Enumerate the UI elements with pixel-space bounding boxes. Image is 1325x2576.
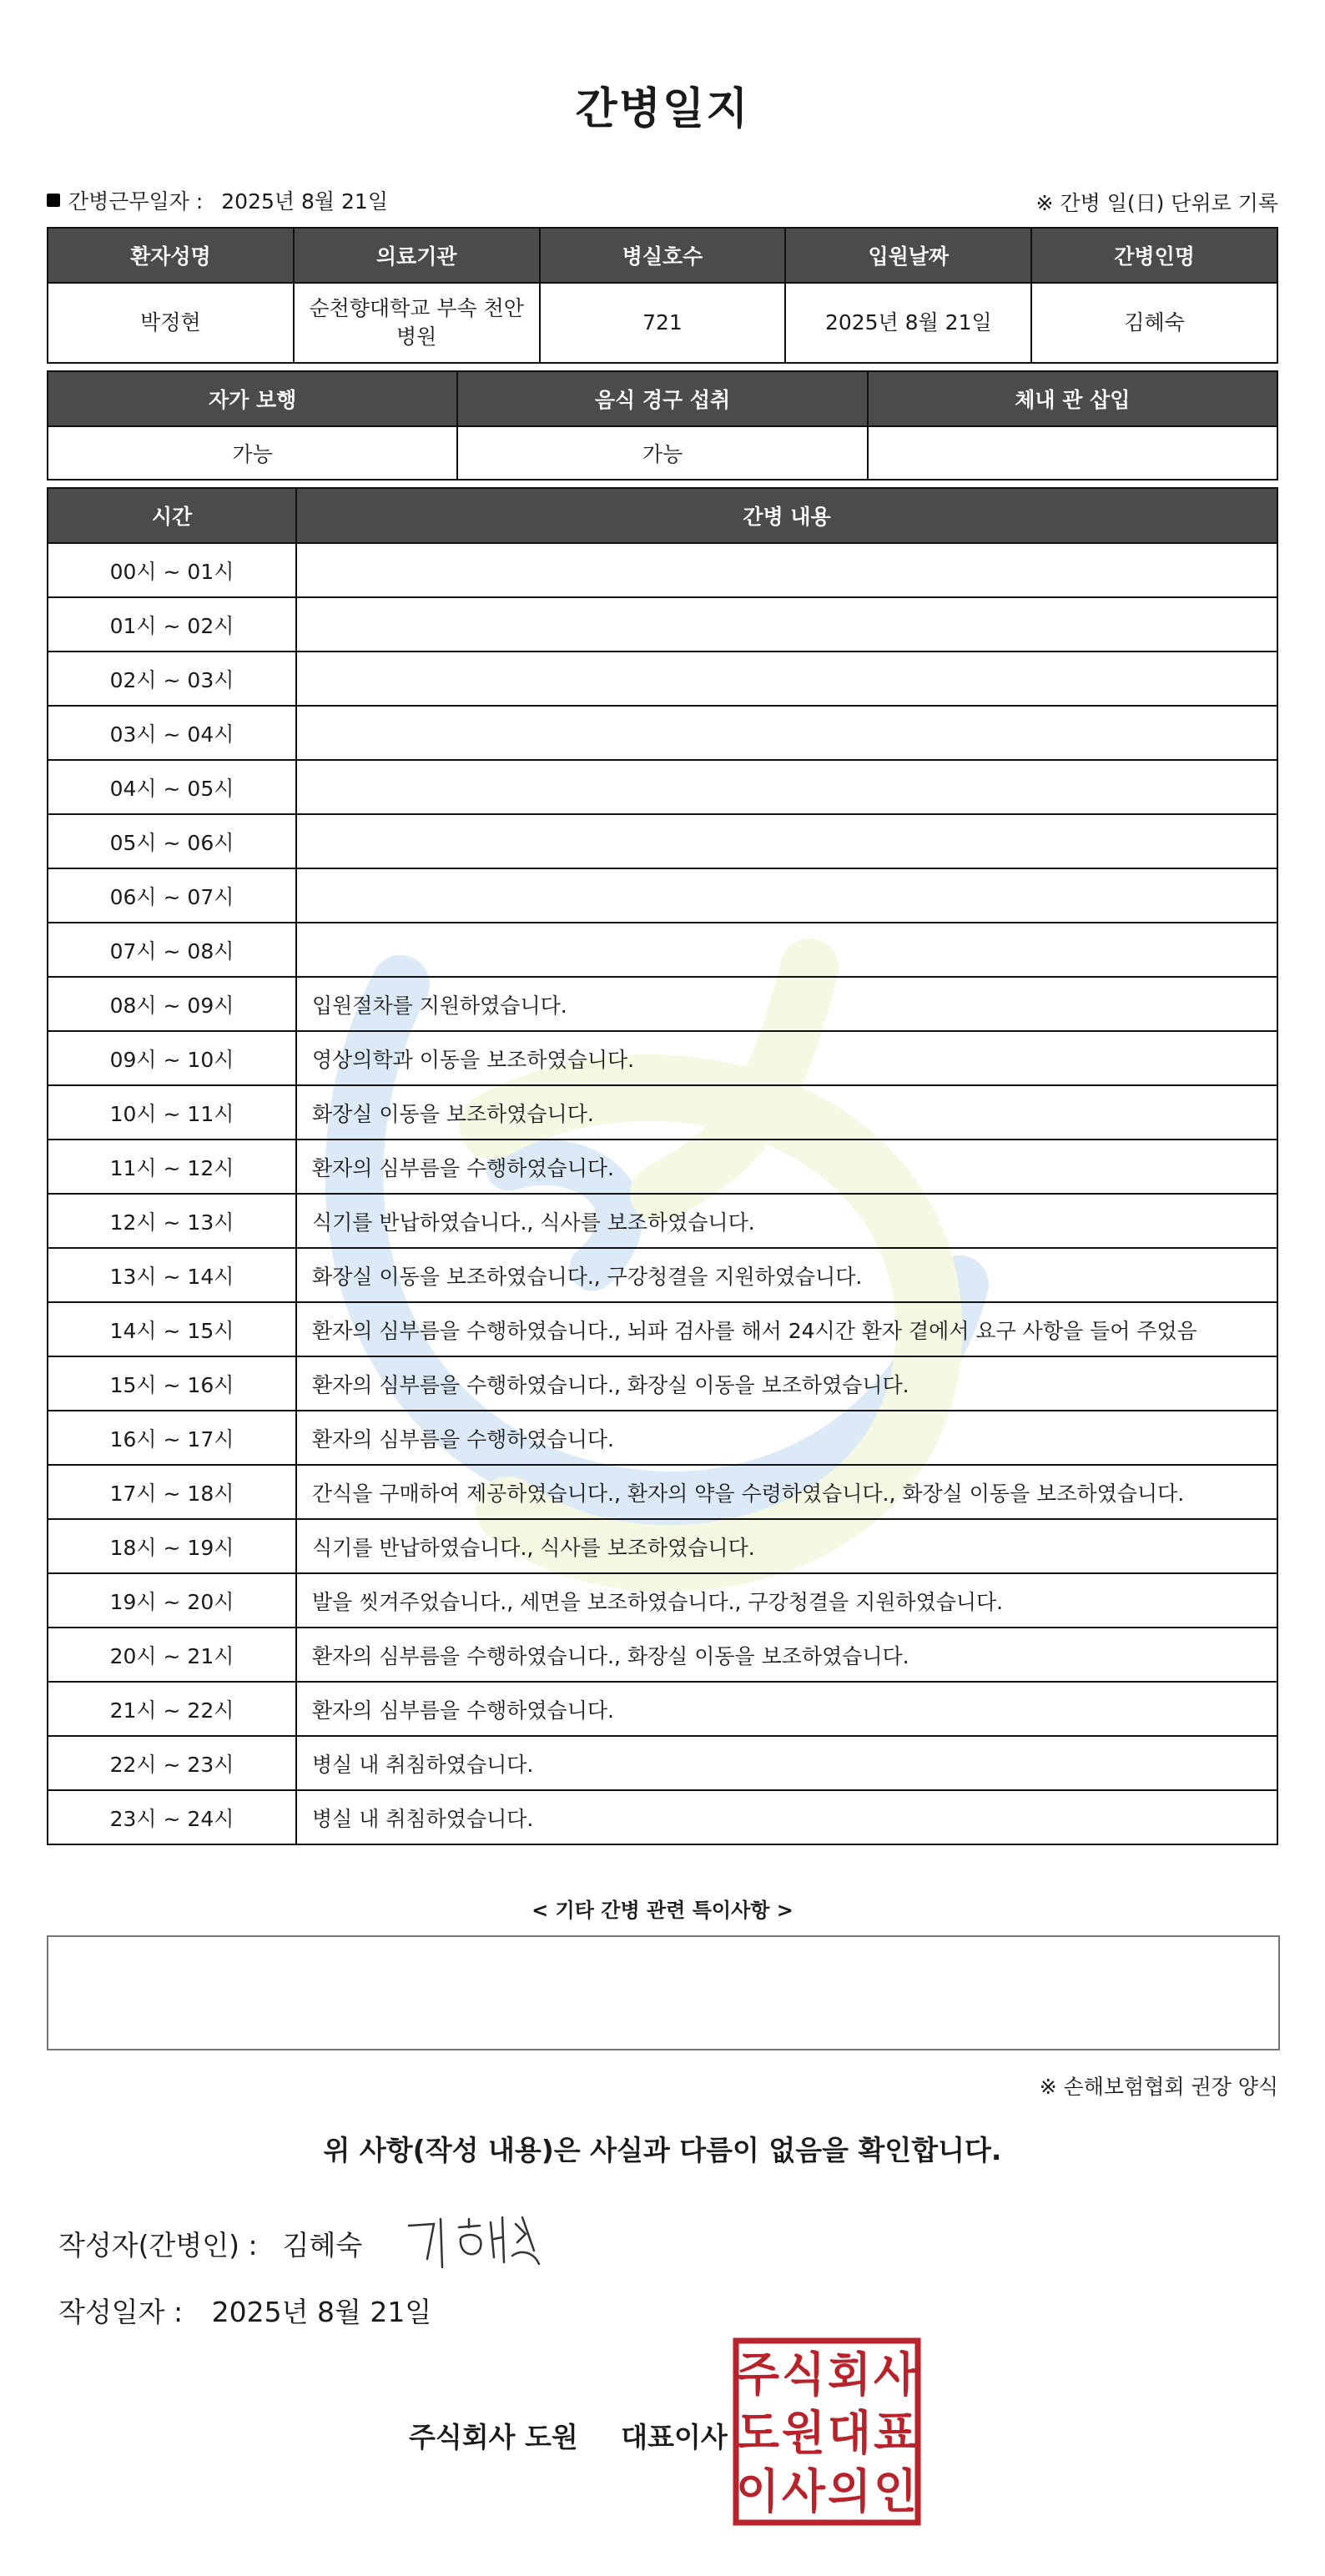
company-seal-stamp — [733, 2337, 921, 2526]
table-row — [48, 543, 1277, 597]
seal-character: 대 — [828, 2408, 871, 2460]
care-content — [296, 706, 1277, 760]
writer-line — [58, 2224, 362, 2263]
writer-name: 김혜숙 — [282, 2229, 363, 2262]
time-slot: 17시 ~ 18시 — [48, 1465, 296, 1519]
time-slot: 21시 ~ 22시 — [48, 1682, 296, 1736]
seal-character: 이 — [736, 2467, 779, 2518]
table-row — [48, 1248, 1277, 1302]
notes-title: < 기타 간병 관련 특이사항 > — [532, 1899, 793, 1922]
table-row — [48, 1085, 1277, 1140]
confirmation-statement: 위 사항(작성 내용)은 사실과 다름이 없음을 확인합니다. — [323, 2134, 1002, 2166]
table-row — [48, 868, 1277, 923]
time-slot: 03시 ~ 04시 — [48, 706, 296, 760]
header-care-content: 간병 내용 — [296, 488, 1277, 543]
care-content — [296, 652, 1277, 706]
table-row — [48, 1302, 1277, 1356]
caregiver-name: 김혜숙 — [1031, 283, 1277, 363]
time-slot: 10시 ~ 11시 — [48, 1085, 296, 1140]
care-content: 환자의 심부름을 수행하였습니다. — [296, 1411, 1277, 1465]
patient-status-table — [47, 370, 1278, 480]
time-slot: 23시 ~ 24시 — [48, 1790, 296, 1844]
admission-date: 2025년 8월 21일 — [785, 283, 1031, 363]
care-content — [296, 814, 1277, 868]
time-slot: 20시 ~ 21시 — [48, 1628, 296, 1682]
writer-label: 작성자(간병인) : — [58, 2229, 258, 2262]
unit-note: ※ 간병 일(日) 단위로 기록 — [1035, 191, 1278, 215]
seal-character: 인 — [874, 2467, 917, 2518]
time-slot: 14시 ~ 15시 — [48, 1302, 296, 1356]
written-date-line — [58, 2291, 431, 2330]
tube-insertion-value — [868, 426, 1277, 480]
seal-character: 원 — [782, 2408, 825, 2460]
time-slot: 05시 ~ 06시 — [48, 814, 296, 868]
care-content: 환자의 심부름을 수행하였습니다. — [296, 1140, 1277, 1194]
care-content: 간식을 구매하여 제공하였습니다., 환자의 약을 수령하였습니다., 화장실 이동을 보조하였습니다. — [296, 1465, 1277, 1519]
table-row — [48, 1628, 1277, 1682]
time-slot: 18시 ~ 19시 — [48, 1519, 296, 1573]
seal-character: 표 — [874, 2408, 917, 2460]
table-row — [48, 706, 1277, 760]
company-signature-line — [409, 2416, 728, 2455]
table-row — [48, 1194, 1277, 1248]
time-slot: 06시 ~ 07시 — [48, 868, 296, 923]
care-content: 환자의 심부름을 수행하였습니다., 화장실 이동을 보조하였습니다. — [296, 1356, 1277, 1411]
written-date-value: 2025년 8월 21일 — [211, 2296, 432, 2328]
table-row — [48, 1519, 1277, 1573]
page-title: 간병일지 — [575, 84, 750, 134]
seal-character: 의 — [828, 2467, 871, 2518]
medical-institution-text: 순천향대학교 부속 천안 병원 — [309, 296, 524, 349]
time-slot: 16시 ~ 17시 — [48, 1411, 296, 1465]
table-row — [48, 1573, 1277, 1628]
time-slot: 11시 ~ 12시 — [48, 1140, 296, 1194]
special-notes-box — [47, 1935, 1280, 2050]
table-row — [48, 814, 1277, 868]
patient-info-table — [47, 227, 1278, 364]
seal-character: 사 — [874, 2350, 918, 2402]
seal-character: 회 — [828, 2350, 871, 2402]
time-slot: 07시 ~ 08시 — [48, 923, 296, 977]
log-rows — [48, 543, 1277, 1844]
seal-character: 도 — [736, 2408, 779, 2460]
time-slot: 02시 ~ 03시 — [48, 652, 296, 706]
time-slot: 15시 ~ 16시 — [48, 1356, 296, 1411]
time-slot: 01시 ~ 02시 — [48, 597, 296, 652]
seal-character: 주 — [736, 2350, 779, 2402]
representative-title: 대표이사 — [621, 2421, 728, 2453]
form-source-note: ※ 손해보험협회 권장 양식 — [1039, 2075, 1278, 2099]
work-date-line — [47, 185, 388, 215]
header-time: 시간 — [48, 488, 296, 543]
self-walking-value: 가능 — [48, 426, 457, 480]
header-caregiver-name: 간병인명 — [1031, 228, 1277, 283]
care-content — [296, 760, 1277, 814]
header-admission-date: 입원날짜 — [785, 228, 1031, 283]
table-row — [48, 597, 1277, 652]
care-content: 환자의 심부름을 수행하였습니다. — [296, 1682, 1277, 1736]
work-date-label: 간병근무일자 : — [68, 189, 204, 214]
care-content: 병실 내 취침하였습니다. — [296, 1736, 1277, 1790]
hourly-care-log-table — [47, 487, 1278, 1845]
care-content: 식기를 반납하였습니다., 식사를 보조하였습니다. — [296, 1519, 1277, 1573]
header-room-number: 병실호수 — [540, 228, 786, 283]
time-slot: 00시 ~ 01시 — [48, 543, 296, 597]
table-row — [48, 923, 1277, 977]
care-content: 영상의학과 이동을 보조하였습니다. — [296, 1031, 1277, 1085]
header-oral-intake: 음식 경구 섭취 — [457, 371, 867, 426]
time-slot: 13시 ~ 14시 — [48, 1248, 296, 1302]
bullet-square-icon — [47, 194, 60, 207]
handwritten-signature — [401, 2209, 542, 2276]
seal-character: 사 — [782, 2467, 826, 2518]
time-slot: 09시 ~ 10시 — [48, 1031, 296, 1085]
header-self-walking: 자가 보행 — [48, 371, 457, 426]
table-row — [48, 760, 1277, 814]
care-content — [296, 923, 1277, 977]
table-row — [48, 1411, 1277, 1465]
care-content: 화장실 이동을 보조하였습니다., 구강청결을 지원하였습니다. — [296, 1248, 1277, 1302]
care-content: 병실 내 취침하였습니다. — [296, 1790, 1277, 1844]
table-row — [48, 1736, 1277, 1790]
care-content: 식기를 반납하였습니다., 식사를 보조하였습니다. — [296, 1194, 1277, 1248]
care-content — [296, 543, 1277, 597]
header-patient-name: 환자성명 — [48, 228, 294, 283]
care-content: 화장실 이동을 보조하였습니다. — [296, 1085, 1277, 1140]
room-number: 721 — [540, 283, 786, 363]
patient-name: 박정현 — [48, 283, 294, 363]
time-slot: 19시 ~ 20시 — [48, 1573, 296, 1628]
oral-intake-value: 가능 — [457, 426, 867, 480]
time-slot: 22시 ~ 23시 — [48, 1736, 296, 1790]
care-content — [296, 597, 1277, 652]
medical-institution — [294, 283, 540, 363]
company-name: 주식회사 도원 — [409, 2421, 578, 2453]
table-row — [48, 977, 1277, 1031]
work-date-value: 2025년 8월 21일 — [221, 189, 388, 214]
care-content: 발을 씻겨주었습니다., 세면을 보조하였습니다., 구강청결을 지원하였습니다. — [296, 1573, 1277, 1628]
table-row — [48, 1465, 1277, 1519]
table-row — [48, 1140, 1277, 1194]
header-medical-institution: 의료기관 — [294, 228, 540, 283]
seal-character: 식 — [782, 2350, 825, 2402]
header-tube-insertion: 체내 관 삽입 — [868, 371, 1277, 426]
time-slot: 04시 ~ 05시 — [48, 760, 296, 814]
care-content: 환자의 심부름을 수행하였습니다., 뇌파 검사를 해서 24시간 환자 곁에서 요구 사항을 들어 주었음 — [296, 1302, 1277, 1356]
care-content — [296, 868, 1277, 923]
table-row — [48, 1682, 1277, 1736]
table-row — [48, 652, 1277, 706]
time-slot: 08시 ~ 09시 — [48, 977, 296, 1031]
care-content: 입원절차를 지원하였습니다. — [296, 977, 1277, 1031]
table-row — [48, 1356, 1277, 1411]
table-row — [48, 1790, 1277, 1844]
time-slot: 12시 ~ 13시 — [48, 1194, 296, 1248]
table-row — [48, 1031, 1277, 1085]
written-date-label: 작성일자 : — [58, 2296, 184, 2328]
care-content: 환자의 심부름을 수행하였습니다., 화장실 이동을 보조하였습니다. — [296, 1628, 1277, 1682]
